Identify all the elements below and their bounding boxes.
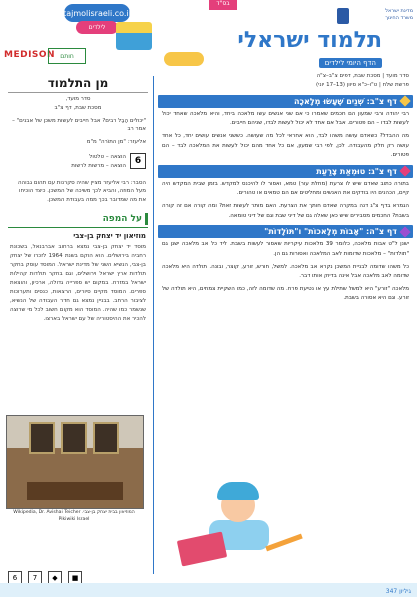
site-sub-badge: לילדים (76, 21, 118, 34)
section-paragraph: מה ההבדל? כשאדם עושה משהו לבד, הוא אחראי לכל מה שעושה. כששני אנשים עושים יחד, כל אחד עושה רק חלק מהעבודה. לכן, לפי רבי שמעון, אם כל אחד מהם יכול לעשות את המלאכה לבד – הם פטורים. (162, 132, 409, 159)
ministry-emblem-icon (337, 8, 349, 24)
meta-line: סדר מועד | מסכת שבת, דפים צ"ב–צ"ה (316, 73, 409, 79)
museum-text: מוסד יד יצחק בן-צבי נמצא ברחוב אברבנאל, בשכונת רחביה בירושלים. הוא הוקם בשנת 1964 לזכרו של יצחק בן-צבי, הנשיא השני של מדינת ישראל. המוסד עוסק בחקר תולדות ארץ ישראל וירושלים, וגם בחקר תולדות קהילות ישראל במזרח. במקום יש ספרייה גדולה, ארכיון, והוצאת ספרים. המוסד מקיים סיורים, הרצאות, כנסים ותערוכות לציבור הרחב. בבניין נמצא גם חדר העבודה של הנשיא, שנשמר כמו שהיה. המוסד הוא מקום חשוב לכל מי שרוצה להכיר את ההיסטוריה של עם ישראל בארצו. (10, 243, 146, 323)
category-label: הוצאה – טלטול (89, 153, 126, 160)
box-title: מן התלמוד (8, 76, 148, 93)
map-section-heading (8, 213, 148, 228)
ministry-line: מדינת ישראל (385, 8, 413, 14)
desk-shape (27, 482, 123, 500)
pencil-icon (265, 534, 302, 552)
diamond-icon (399, 166, 410, 177)
diamond-icon: ◆ (48, 571, 62, 585)
diamond-icon (399, 96, 410, 107)
portrait-frame (93, 422, 119, 454)
box-note: הסבר: רבי אליעזר מציין שהיה סקרנות עם תהום גבוהה מעל המוזה, והביא לכך משיכה של המשכן. כיצד הוכיחו את מה שמדובר בכך ממה בעבודת המשכן. (17, 179, 146, 204)
box-meta-line: מסכת שבת, דף צ"ב (54, 104, 102, 111)
map-section-title: על המפה (102, 213, 142, 224)
meta-line: פרשת שלח | ט"ו–כ"א סיוון (13–17 יוני) (316, 82, 409, 89)
reading-kid-illustration (165, 480, 313, 575)
section-paragraph: בתורה כתוב שאדם שיש לו צרעת (מחלת עור) טמא, ואסור לו להיכנס למקדש. בזמן שבית המקדש היה קיים, הכהנים היו בודקים את האנשים ומחליטים אם הם טמאים או טהורים. (162, 180, 409, 197)
ministry-label (353, 8, 413, 22)
portrait-frame (29, 422, 55, 454)
open-book-icon (177, 532, 227, 567)
page-icon: 7 (28, 571, 42, 585)
section-heading (158, 225, 413, 238)
map-pin-icon (145, 213, 148, 225)
issue-number: גיליון 347 (385, 588, 411, 595)
book-stack-icon (116, 22, 152, 50)
box-quote-attr: אליעזר: "מן התוֹרה" מ"מ (86, 139, 146, 146)
museum-photo (6, 415, 144, 509)
page-icon: 6 (8, 571, 22, 585)
sponsor-medison-logo: MEDISON (4, 50, 56, 60)
page-subtitle: הדף היומי לילדים (319, 58, 382, 68)
title-banner (162, 28, 382, 70)
square-icon: ■ (68, 571, 82, 585)
category-number: 6 (130, 153, 146, 169)
section-paragraph: רבי יהודה ורבי שמעון הם חכמים שאמרו כי אם שני אנשים עשו מלאכה ביחד, והיא מלאכה שאחד יכול לעשות לבדו – הם פטורים. אבל אם אחד לא יכול לעשות לבדו, שניהם חייבים. (162, 110, 409, 127)
photo-caption: המוזיאון בבית יצחק בן-צבי. Wikipedia, Dr. Avishai Teicher Pikiwiki Israel (13, 510, 135, 522)
meta-top (162, 72, 409, 91)
footer-bar (0, 583, 417, 597)
section-paragraph: מלאכה "זורע" היא למשל שתילת עץ או נטיעת פרח. מה שדומה לזה, כמו השקיית צמחים, היא תולדה של זורע. וגם היא אסורה בשבת. (162, 285, 409, 302)
diamond-icon (399, 226, 410, 237)
box-quote: "יכולים הֶבֶל רבים? אבל חייבים לעשות משכן של אבנים" – אמר רב (12, 117, 146, 133)
section-paragraph: הגמרא בדף צ"ג דנה במקרה שאדם חותך את הצרעת. האם מותר לעשות זאת? ומה קורה אם זה קורה בשבת? החכמים מסבירים שיש כאן שאלה גם של דיני שבת וגם של דיני טומאה. (162, 203, 409, 219)
portrait-frame (61, 422, 87, 454)
box-meta-line: סדר מועד, (65, 96, 91, 102)
section-heading (158, 165, 413, 178)
section-paragraph: כל משהו שדומה לבניית המשכן נקרא אב מלאכה. למשל, חורש, זורע, קוצר, ובונה. תולדה היא מלאכה שדומה לאב מלאכה אבל אינה בדיוק אותו דבר. (162, 263, 409, 280)
bsd-badge: בס"ד (209, 0, 237, 10)
ministry-line: משרד החינוך (385, 14, 413, 21)
category-text (71, 153, 126, 171)
box-meta (4, 95, 152, 113)
section-title: דף צ"ב: שְׁנַיִם שֶׁעָשׂוּ מְלָאכָה (293, 96, 397, 106)
section-paragraph: ישנן ל"ט אבות מלאכה, כלומר 39 מלאכות עיקריות שאסור לעשות בשבת. ליד כל אב מלאכה ישנן גם "תולדות" – מלאכות שדומות לאב המלאכה ואסורות גם הן. (162, 241, 409, 257)
category-sub: הוצאה – מרשות לרשות (71, 162, 126, 169)
section-title: דף צ"ג: טוּמְאַת צָרַעַת (316, 166, 397, 176)
sponsor-hotam-logo: חותם (48, 48, 86, 64)
site-link[interactable]: tajmolisraeli.co.il (64, 4, 130, 22)
category-row (10, 153, 146, 171)
page-title: תלמוד ישראלי (237, 28, 382, 53)
section-heading (158, 95, 413, 108)
section-title: דף צ"ה: "אָבוֹת מְלָאכוֹת" ו"תּוֹלָדוֹת" (264, 227, 397, 237)
museum-title: מוזיאון יד יצחק בן-צבי (73, 231, 146, 240)
title-tag-badge (164, 52, 204, 66)
kid-cap (217, 482, 259, 500)
column-divider (153, 76, 154, 574)
